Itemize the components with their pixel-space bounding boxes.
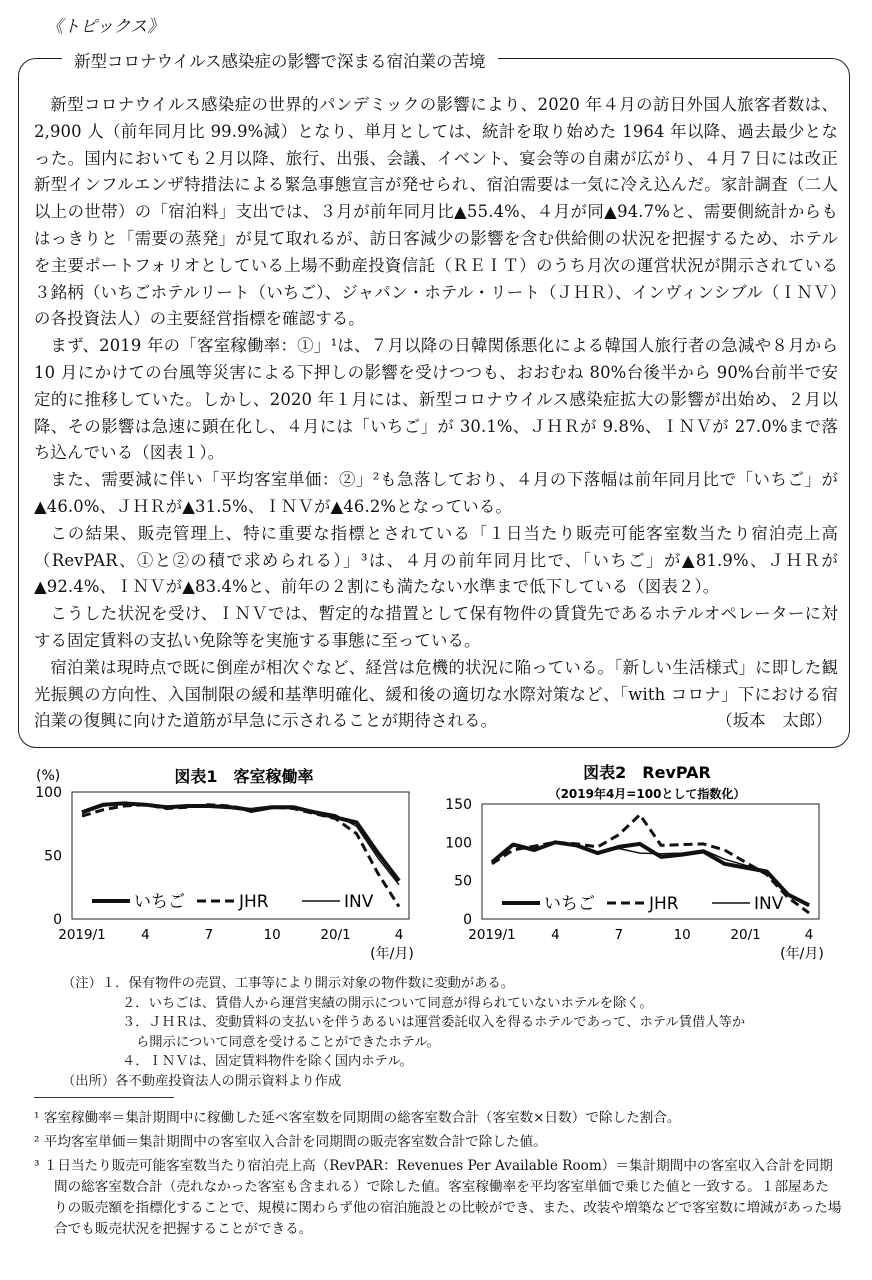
y-tick-label: 0 bbox=[53, 912, 62, 928]
chart-title: 図表2 RevPAR bbox=[583, 763, 711, 782]
legend-label: INV bbox=[344, 892, 374, 912]
footnote: ³ １日当たり販売可能客室数当たり宿泊売上高（RevPAR：Revenues Per Available Room）＝集計期間中の客室収入合計を同期間の総客室数合計（売れなかった客室も含まれる）で除した値。客室稼働率を平均客室単価で乗じた値と一致する。１部屋あたりの販売額を指標化することで、規模に関わらず他の宿泊施設との比較ができ、また、改装や増築などで客室数に増減があった場合でも販売状況を把握することができる。 bbox=[34, 1158, 842, 1237]
y-tick-label: 100 bbox=[445, 835, 472, 852]
x-tick-label: 4 bbox=[804, 927, 814, 943]
x-tick-label: 4 bbox=[394, 927, 404, 943]
series-line-thick bbox=[82, 803, 399, 880]
x-tick-label: 10 bbox=[263, 927, 281, 943]
chart-notes bbox=[62, 974, 745, 1091]
y-tick-label: 150 bbox=[445, 797, 472, 813]
legend-label: いちご bbox=[544, 894, 595, 914]
note-item: （出所）各不動産投資法人の開示資料より作成 bbox=[62, 1073, 342, 1089]
y-axis-label: (%) bbox=[36, 768, 61, 784]
paragraph: また、需要減に伴い「平均客室単価：②」²も急落しており、４月の下落幅は前年同月比で「いちご」が▲46.0%、ＪＨＲが▲31.5%、ＩＮＶが▲46.2%となっている。 bbox=[34, 470, 838, 516]
note-item: （注）１．保有物件の売買、工事等により開示対象の物件数に変動がある。 bbox=[62, 976, 515, 991]
author-signature: （坂本 太郎） bbox=[716, 711, 832, 731]
y-tick-label: 100 bbox=[35, 785, 62, 801]
chart-title: 図表1 客室稼働率 bbox=[174, 767, 314, 786]
x-axis-label: (年/月) bbox=[370, 946, 414, 962]
note-item: ３．ＪＨＲは、変動賃料の支払いを伴うあるいは運営委託収入を得るホテルであって、ホテル賃借人等か bbox=[122, 1015, 746, 1030]
x-tick-label: 10 bbox=[673, 927, 691, 943]
x-tick-label: 7 bbox=[204, 927, 214, 943]
paragraph: まず、2019 年の「客室稼働率：①」¹は、７月以降の日韓関係悪化による韓国人旅行者の急減や８月から 10 月にかけての台風等災害による下押しの影響を受けつつも、おおむね 80%台後半から 90%台前半で安定的に推移していた。しかし、2020 年１月には、新型コロナウイルス感染症拡大の影響が出始め、２月以降、その影響は急速に顕在化し、４月には「いちご」が 30.1%、ＪＨＲが 9.8%、ＩＮＶが 27.0%まで落ち込んでいる（図表１）。 bbox=[34, 336, 838, 463]
footnotes bbox=[34, 1108, 842, 1243]
note-item: ら開示について同意を受けることができたホテル。 bbox=[136, 1034, 440, 1050]
footnote: ¹ 客室稼働率＝集計期間中に稼働した延べ客室数を同期間の総客室数合計（客室数×日数）で除した割合。 bbox=[34, 1110, 681, 1126]
paragraph: こうした状況を受け、ＩＮＶでは、暫定的な措置として保有物件の賃貸先であるホテルオペレーターに対する固定賃料の支払い免除等を実施する事態に至っている。 bbox=[34, 604, 838, 650]
x-tick-label: 7 bbox=[614, 927, 624, 943]
series-line-thin bbox=[82, 802, 399, 885]
y-tick-label: 0 bbox=[463, 912, 472, 928]
note-item: ４．ＩＮＶは、固定賃料物件を除く国内ホテル。 bbox=[122, 1054, 413, 1069]
paragraph: この結果、販売管理上、特に重要な指標とされている「１日当たり販売可能客室数当たり宿泊売上高（RevPAR、①と②の積で求められる）」³は、４月の前年同月比で、「いちご」が▲81.9%、ＪＨＲが▲92.4%、ＩＮＶが▲83.4%と、前年の２割にも満たない水準まで低下している（図表２）。 bbox=[34, 523, 838, 597]
x-tick-label: 2019/1 bbox=[58, 927, 106, 943]
paragraph: 新型コロナウイルス感染症の世界的パンデミックの影響により、2020 年４月の訪日外国人旅客者数は、2,900 人（前年同月比 99.9%減）となり、単月としては、統計を取り始めた 1964 年以降、過去最少となった。国内においても２月以降、旅行、出張、会議、イベント、宴会等の自粛が広がり、４月７日には改正新型インフルエンザ特措法による緊急事態宣言が発せられ、宿泊需要は一気に冷え込んだ。家計調査（二人以上の世帯）の「宿泊料」支出では、３月が前年同月比▲55.4%、４月が同▲94.7%と、需要側統計からもはっきりと「需要の蒸発」が見て取れるが、訪日客減少の影響を含む供給側の状況を把握するため、ホテルを主要ポートフォリオとしている上場不動産投資信託（ＲＥＩＴ）のうち月次の運営状況が開示されている３銘柄（いちごホテルリート（いちご）、ジャパン・ホテル・リート（ＪＨＲ）、インヴィンシブル（ＩＮＶ）の各投資法人）の主要経営指標を確認する。 bbox=[34, 95, 838, 329]
paragraph bbox=[34, 655, 838, 735]
legend-label: INV bbox=[754, 894, 784, 914]
article-body bbox=[34, 92, 838, 735]
chart-revpar bbox=[432, 760, 852, 970]
footnote: ² 平均客室単価＝集計期間中の客室収入合計を同期間の販売客室数合計で除した値。 bbox=[34, 1134, 547, 1150]
chart-occupancy bbox=[22, 760, 422, 970]
chart-subtitle: （2019年4月=100として指数化） bbox=[548, 787, 746, 801]
legend-label: JHR bbox=[239, 892, 269, 912]
y-tick-label: 50 bbox=[44, 848, 62, 865]
topics-label: 《トピックス》 bbox=[46, 17, 165, 37]
legend-label: いちご bbox=[134, 892, 185, 912]
note-item: ２．いちごは、賃借人から運営実績の開示について同意が得られていないホテルを除く。 bbox=[122, 995, 653, 1011]
article-title: 新型コロナウイルス感染症の影響で深まる宿泊業の苦境 bbox=[62, 48, 498, 72]
paragraph-text: 宿泊業は現時点で既に倒産が相次ぐなど、経営は危機的状況に陥っている。「新しい生活様式」に即した観光振興の方向性、入国制限の緩和基準明確化、緩和後の適切な水際対策など、「with コロナ」下における宿泊業の復興に向けた道筋が早急に示されることが期待される。 bbox=[34, 657, 838, 731]
footnote-divider bbox=[34, 1097, 174, 1098]
x-tick-label: 20/1 bbox=[320, 927, 351, 943]
x-tick-label: 4 bbox=[141, 927, 150, 943]
x-tick-label: 20/1 bbox=[730, 927, 761, 943]
x-tick-label: 2019/1 bbox=[468, 927, 516, 943]
legend-label: JHR bbox=[649, 894, 679, 914]
x-axis-label: (年/月) bbox=[780, 946, 824, 962]
x-tick-label: 4 bbox=[551, 927, 560, 943]
y-tick-label: 50 bbox=[454, 873, 472, 890]
